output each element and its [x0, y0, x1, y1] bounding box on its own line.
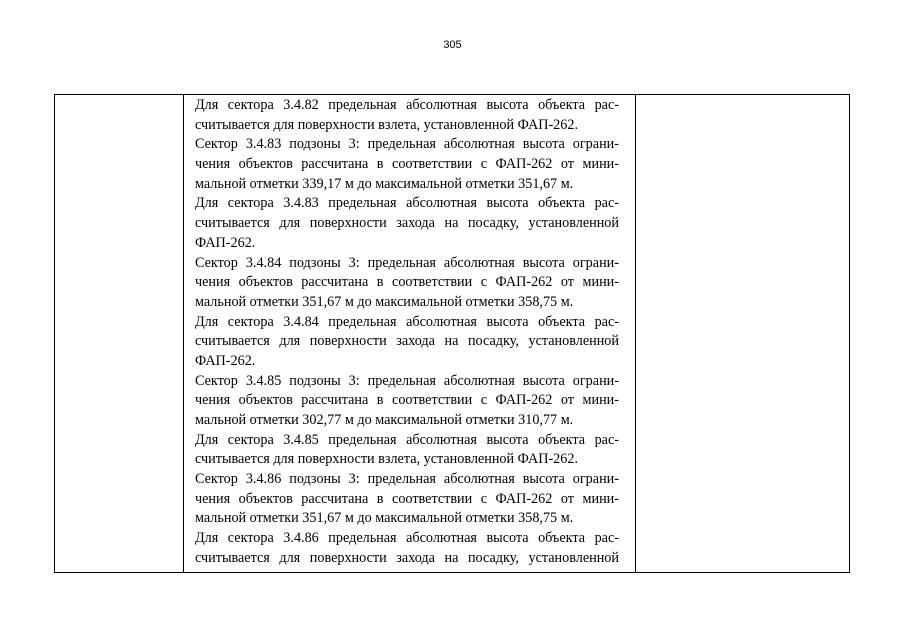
- text-line: чения объектов рассчитана в соответствии с ФАП-262 от мини-: [195, 156, 619, 173]
- text-line: Для сектора 3.4.83 предельная абсолютная высота объекта рас-: [195, 195, 619, 212]
- text-line: Сектор 3.4.85 подзоны 3: предельная абсолютная высота ограни-: [195, 372, 619, 389]
- page-number: 305: [443, 39, 462, 51]
- text-line: Сектор 3.4.84 подзоны 3: предельная абсолютная высота ограни-: [195, 254, 619, 271]
- text-line: чения объектов рассчитана в соответствии с ФАП-262 от мини-: [195, 274, 619, 291]
- text-line: считывается для поверхности взлета, установленной ФАП-262.: [195, 451, 579, 468]
- text-line: мальной отметки 339,17 м до максимальной отметки 351,67 м.: [195, 175, 574, 192]
- text-line: чения объектов рассчитана в соответствии с ФАП-262 от мини-: [195, 490, 619, 507]
- text-line: Для сектора 3.4.82 предельная абсолютная высота объекта рас-: [195, 97, 619, 113]
- text-line: считывается для поверхности захода на посадку, установленной: [195, 215, 619, 232]
- text-line: Для сектора 3.4.84 предельная абсолютная высота объекта рас-: [195, 313, 619, 330]
- text-line: чения объектов рассчитана в соответствии с ФАП-262 от мини-: [195, 392, 619, 409]
- text-line: мальной отметки 351,67 м до максимальной отметки 358,75 м.: [195, 510, 574, 527]
- table-column-divider-left: [183, 95, 184, 572]
- table-cell-text: [195, 96, 619, 569]
- text-line: ФАП-262.: [195, 234, 256, 251]
- text-line: мальной отметки 302,77 м до максимальной отметки 310,77 м.: [195, 412, 574, 428]
- text-line: Сектор 3.4.83 подзоны 3: предельная абсолютная высота ограни-: [195, 136, 619, 153]
- text-line: считывается для поверхности захода на посадку, установленной: [195, 333, 619, 350]
- text-line: Для сектора 3.4.86 предельная абсолютная высота объекта рас-: [195, 530, 619, 547]
- text-line: мальной отметки 351,67 м до максимальной отметки 358,75 м.: [195, 293, 574, 310]
- text-line: считывается для поверхности захода на посадку, установленной: [195, 549, 619, 566]
- text-line: ФАП-262.: [195, 352, 256, 369]
- document-table: [54, 94, 850, 573]
- text-line: Для сектора 3.4.85 предельная абсолютная высота объекта рас-: [195, 431, 619, 448]
- text-line: считывается для поверхности взлета, установленной ФАП-262.: [195, 116, 579, 133]
- text-line: Сектор 3.4.86 подзоны 3: предельная абсолютная высота ограни-: [195, 471, 619, 488]
- table-column-divider-right: [635, 95, 636, 572]
